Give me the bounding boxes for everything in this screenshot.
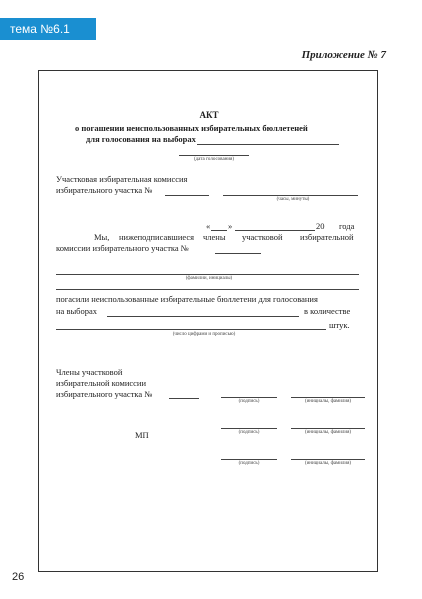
names-line-2 bbox=[56, 289, 359, 290]
precinct-text: участковой bbox=[242, 232, 283, 242]
signature-line-1 bbox=[221, 397, 277, 398]
signature-line-3 bbox=[221, 459, 277, 460]
station-number-line bbox=[165, 195, 209, 196]
we-station-number-line bbox=[215, 253, 261, 254]
election-date-caption: (дата голосования) bbox=[193, 157, 235, 162]
initials-caption-3: (инициалы, фамилия) bbox=[304, 461, 352, 466]
commission-line2: избирательного участка № bbox=[56, 185, 153, 195]
document-subtitle-line2: для голосования на выборах bbox=[86, 134, 196, 144]
names-caption: (фамилии, инициалы) bbox=[185, 276, 233, 281]
destroyed-line: погасили неиспользованные избирательные бюллетени для голосования bbox=[56, 294, 318, 304]
quantity-line bbox=[56, 329, 326, 330]
date-day-line bbox=[211, 230, 227, 231]
initials-line-2 bbox=[291, 428, 365, 429]
members-text: члены bbox=[203, 232, 226, 242]
election-date-line bbox=[179, 155, 249, 156]
date-month-line bbox=[235, 230, 315, 231]
date-quote-open: « bbox=[206, 221, 211, 231]
signature-line-2 bbox=[221, 428, 277, 429]
quantity-caption: (число цифрами и прописью) bbox=[172, 332, 236, 337]
stamp-label: МП bbox=[135, 430, 149, 440]
election-name-line bbox=[197, 144, 339, 145]
date-year-word: года bbox=[339, 221, 355, 231]
we-line2: комиссии избирательного участка № bbox=[56, 243, 189, 253]
members-station-number-line bbox=[169, 398, 199, 399]
date-quote-close: » bbox=[228, 221, 233, 231]
initials-caption-2: (инициалы, фамилия) bbox=[304, 430, 352, 435]
commission-line1: Участковая избирательная комиссия bbox=[56, 174, 188, 184]
signature-caption-2: (подпись) bbox=[238, 430, 260, 435]
document-title: АКТ bbox=[199, 110, 219, 120]
elections-name-line bbox=[107, 316, 299, 317]
date-year: 20 bbox=[316, 221, 325, 231]
initials-caption-1: (инициалы, фамилия) bbox=[304, 399, 352, 404]
in-quantity-text: в количестве bbox=[304, 306, 351, 316]
undersigned-text: нижеподписавшиеся bbox=[119, 232, 195, 242]
topic-tab: тема №6.1 bbox=[0, 18, 96, 40]
members-line3: избирательного участка № bbox=[56, 389, 153, 399]
document-subtitle-line1: о погашении неиспользованных избирательных бюллетеней bbox=[75, 123, 308, 133]
names-line bbox=[56, 274, 359, 275]
time-caption: (часы, минуты) bbox=[276, 197, 310, 202]
signature-caption-1: (подпись) bbox=[238, 399, 260, 404]
appendix-label: Приложение № 7 bbox=[301, 49, 386, 61]
at-elections-text: на выборах bbox=[56, 306, 98, 316]
electoral-text: избирательной bbox=[300, 232, 354, 242]
pcs-text: штук. bbox=[329, 320, 350, 330]
members-line1: Члены участковой bbox=[56, 367, 123, 377]
document-frame bbox=[38, 70, 378, 572]
we-text: Мы, bbox=[94, 232, 110, 242]
signature-caption-3: (подпись) bbox=[238, 461, 260, 466]
page-number: 26 bbox=[12, 571, 25, 583]
time-line bbox=[223, 195, 358, 196]
initials-line-1 bbox=[291, 397, 365, 398]
initials-line-3 bbox=[291, 459, 365, 460]
members-line2: избирательной комиссии bbox=[56, 378, 147, 388]
